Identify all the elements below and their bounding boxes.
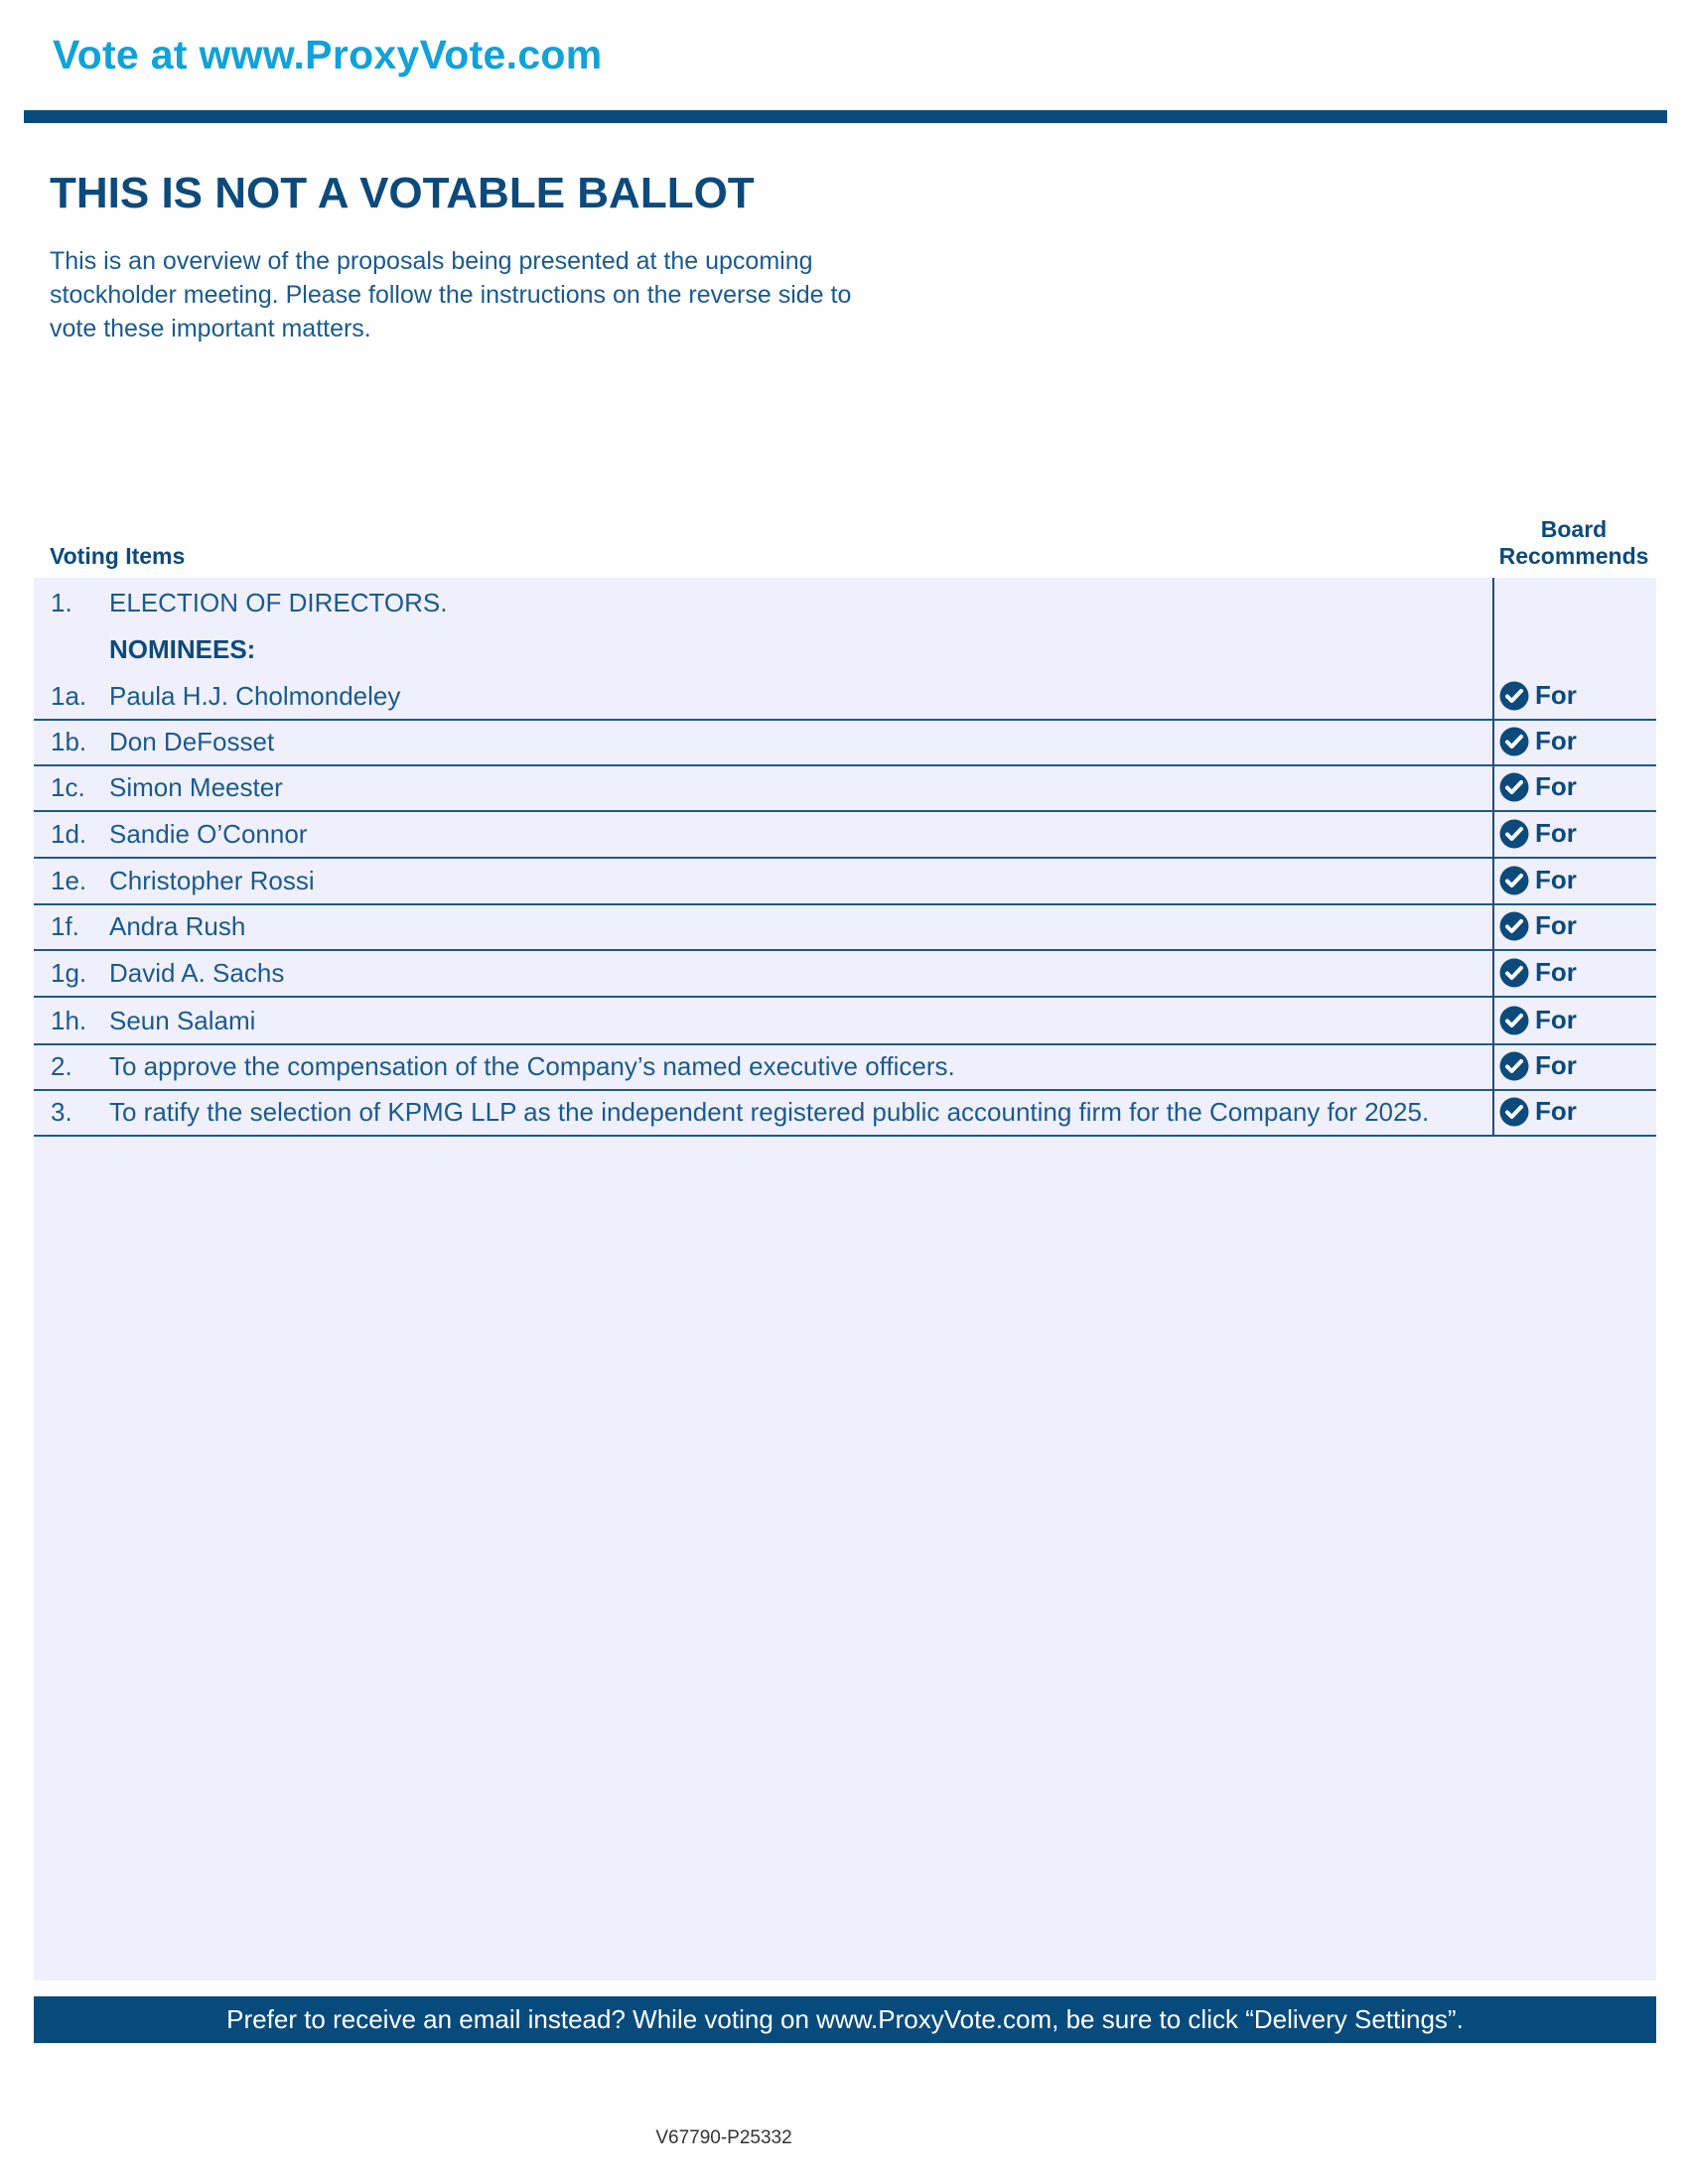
board-recommendation — [1499, 1096, 1577, 1127]
item-number: 2. — [51, 1051, 72, 1081]
item-text: To ratify the selection of KPMG LLP as the independent registered public accounting firm for the Company for 2025. — [109, 1097, 1430, 1127]
item-number: 1d. — [51, 819, 87, 849]
item-number: 1b. — [51, 727, 87, 756]
board-recommendation — [1499, 771, 1577, 802]
item-number: 1e. — [51, 866, 87, 895]
vote-at-proxyvote-link[interactable]: Vote at www.ProxyVote.com — [53, 32, 603, 77]
table-row — [34, 764, 1656, 812]
item-text: Seun Salami — [109, 1006, 256, 1035]
voting-items-header: Voting Items — [50, 543, 186, 569]
check-circle-icon — [1499, 911, 1529, 941]
intro-paragraph: This is an overview of the proposals being presented at the upcoming stockholder meeting. Please follow the instructions on the reverse side to vote these important matters. — [50, 247, 852, 342]
item-text: Simon Meester — [109, 772, 283, 802]
table-row — [34, 858, 1656, 905]
table-row — [34, 580, 1656, 625]
header-divider-bar — [24, 110, 1667, 123]
check-circle-icon — [1499, 1051, 1529, 1081]
table-row — [34, 903, 1656, 951]
recommendation-label: For — [1535, 818, 1577, 848]
item-text: Andra Rush — [109, 911, 246, 941]
item-number: 1f. — [51, 911, 79, 941]
item-number: 1. — [51, 588, 72, 617]
board-recommendation — [1499, 1050, 1577, 1081]
item-number: 3. — [51, 1097, 72, 1127]
column-divider — [1492, 578, 1494, 1137]
board-header-line2: Recommends — [1498, 543, 1649, 569]
check-circle-icon — [1499, 681, 1529, 711]
board-recommendation — [1499, 680, 1577, 711]
board-recommendation — [1499, 865, 1577, 895]
item-number: 1h. — [51, 1006, 87, 1035]
table-row — [34, 626, 1656, 672]
recommendation-label: For — [1535, 865, 1577, 894]
item-text: Don DeFosset — [109, 727, 275, 756]
item-text: To approve the compensation of the Company’s named executive officers. — [109, 1051, 955, 1081]
item-text: ELECTION OF DIRECTORS. — [109, 588, 448, 617]
table-row — [34, 719, 1656, 766]
board-header-line1: Board — [1540, 516, 1608, 542]
recommendation-label: For — [1535, 1096, 1577, 1126]
item-text: Christopher Rossi — [109, 866, 315, 895]
recommendation-label: For — [1535, 957, 1577, 987]
check-circle-icon — [1499, 958, 1529, 988]
table-row — [34, 1089, 1656, 1137]
board-recommendation — [1499, 910, 1577, 941]
table-row — [34, 811, 1656, 859]
item-text: Sandie O’Connor — [109, 819, 308, 849]
item-number: 1a. — [51, 681, 87, 711]
item-text: David A. Sachs — [109, 958, 285, 988]
board-recommendation — [1499, 726, 1577, 756]
board-recommendation — [1499, 818, 1577, 849]
check-circle-icon — [1499, 819, 1529, 849]
item-number: 1c. — [51, 772, 85, 802]
delivery-settings-banner: Prefer to receive an email instead? While voting on www.ProxyVote.com, be sure to click “Delivery Settings”. — [34, 1996, 1656, 2043]
recommendation-label: For — [1535, 726, 1577, 755]
recommendation-label: For — [1535, 771, 1577, 801]
board-recommendation — [1499, 957, 1577, 988]
recommendation-label: For — [1535, 1005, 1577, 1034]
table-row — [34, 950, 1656, 998]
board-recommends-header — [1489, 516, 1658, 570]
recommendation-label: For — [1535, 680, 1577, 710]
item-text: NOMINEES: — [109, 634, 256, 664]
check-circle-icon — [1499, 1006, 1529, 1035]
item-text: Paula H.J. Cholmondeley — [109, 681, 401, 711]
check-circle-icon — [1499, 1097, 1529, 1127]
recommendation-label: For — [1535, 910, 1577, 940]
check-circle-icon — [1499, 772, 1529, 802]
table-row — [34, 998, 1656, 1045]
check-circle-icon — [1499, 866, 1529, 895]
item-number: 1g. — [51, 958, 87, 988]
check-circle-icon — [1499, 727, 1529, 756]
table-row — [34, 673, 1656, 721]
page-title: THIS IS NOT A VOTABLE BALLOT — [50, 169, 755, 217]
board-recommendation — [1499, 1005, 1577, 1035]
table-row — [34, 1043, 1656, 1091]
document-code: V67790-P25332 — [655, 2127, 792, 2148]
recommendation-label: For — [1535, 1050, 1577, 1080]
